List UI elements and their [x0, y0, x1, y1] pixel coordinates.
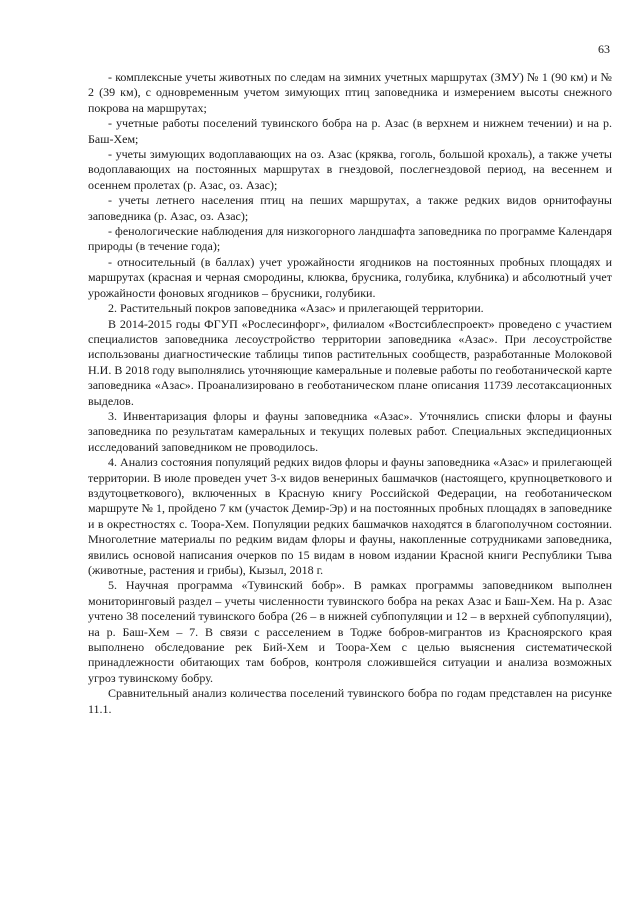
paragraph-forest-management: В 2014-2015 годы ФГУП «Рослесинфорг», филиалом «Востсиблеспроект» проведено с участием специалистов заповедника лесоустройство территории заповедника «Азас». При лесоустройстве использованы диагностические таблицы типов растительных сообществ, разработанные Молоковой Н.И. В 2018 году выполнялись уточняющие камеральные и полевые работы по геоботанической карте заповедника «Азас». Проанализировано в геоботаническом плане описания 11739 лесотаксационных выделов. — [88, 316, 612, 408]
paragraph-section-4-rare-species: 4. Анализ состояния популяций редких видов флоры и фауны заповедника «Азас» и прилегающей территории. В июле проведен учет 3-х видов венериных башмачков (настоящего, крупноцветкового и вздутоцветкового), включенных в Красную книгу Российской Федерации, на геоботаническом маршруте № 1, пройдено 7 км (участок Демир-Эр) и на постоянных пробных площадях в заповеднике и в окрестностях с. Тоора-Хем. Популяции редких башмачков находятся в благополучном состоянии. Многолетние материалы по редким видам флоры и фауны, накопленные сотрудниками заповедника, явились основой написания очерков по 15 видам в новом издании Красной книги Республики Тыва (животные, растения и грибы), Кызыл, 2018 г. — [88, 455, 612, 577]
document-body — [88, 70, 612, 717]
paragraph-waterfowl-counts: - учеты зимующих водоплавающих на оз. Азас (кряква, гоголь, большой крохаль), а также учеты водоплавающих на постоянных маршрутах в гнездовой, послегнездовой период, на весеннем и осеннем пролетах (р. Азас, оз. Азас); — [88, 147, 612, 192]
page-number: 63 — [598, 42, 610, 56]
paragraph-section-3-inventory: 3. Инвентаризация флоры и фауны заповедника «Азас». Уточнялись списки флоры и фауны заповедника по результатам камеральных и текущих полевых работ. Специальных экспедиционных исследований заповедником не проводилось. — [88, 408, 612, 454]
paragraph-phenological-observations: - фенологические наблюдения для низкогорного ландшафта заповедника по программе Календаря природы (в течение года); — [88, 224, 612, 254]
paragraph-beaver-settlement-counts: - учетные работы поселений тувинского бобра на р. Азас (в верхнем и нижнем течении) и на р. Баш-Хем; — [88, 116, 612, 146]
paragraph-section-2-heading: 2. Растительный покров заповедника «Азас» и прилегающей территории. — [108, 301, 484, 316]
paragraph-berry-yield-counts: - относительный (в баллах) учет урожайности ягодников на постоянных пробных площадях и маршрутах (красная и черная смородины, клюква, брусника, голубика, клубника) и абсолютный учет урожайности фоновых ягодников – брусники, голубики. — [88, 254, 612, 300]
paragraph-figure-reference: Сравнительный анализ количества поселений тувинского бобра по годам представлен на рисунке 11.1. — [88, 686, 612, 716]
paragraph-summer-bird-counts: - учеты летнего населения птиц на пеших маршрутах, а также редких видов орнитофауны заповедника (р. Азас, оз. Азас); — [88, 193, 612, 223]
paragraph-section-5-beaver-program: 5. Научная программа «Тувинский бобр». В рамках программы заповедником выполнен мониторинговый раздел – учеты численности тувинского бобра на реках Азас и Баш-Хем. На р. Азас учтено 38 поселений тувинского бобра (26 – в нижней субпопуляции и 12 – в верхней субпопуляции), на р. Баш-Хем – 7. В связи с расселением в Тодже бобров-мигрантов из Красноярского края выполнено обследование рек Бий-Хем и Тоора-Хем с целью выяснения систематической принадлежности обитающих там бобров, контроля сложившейся ситуации и анализа возможных угроз тувинскому бобру. — [88, 578, 612, 685]
paragraph-winter-route-counts: - комплексные учеты животных по следам на зимних учетных маршрутах (ЗМУ) № 1 (90 км) и № 2 (39 км), с одновременным учетом зимующих птиц заповедника и измерением высоты снежного покрова на маршрутах; — [88, 70, 612, 115]
